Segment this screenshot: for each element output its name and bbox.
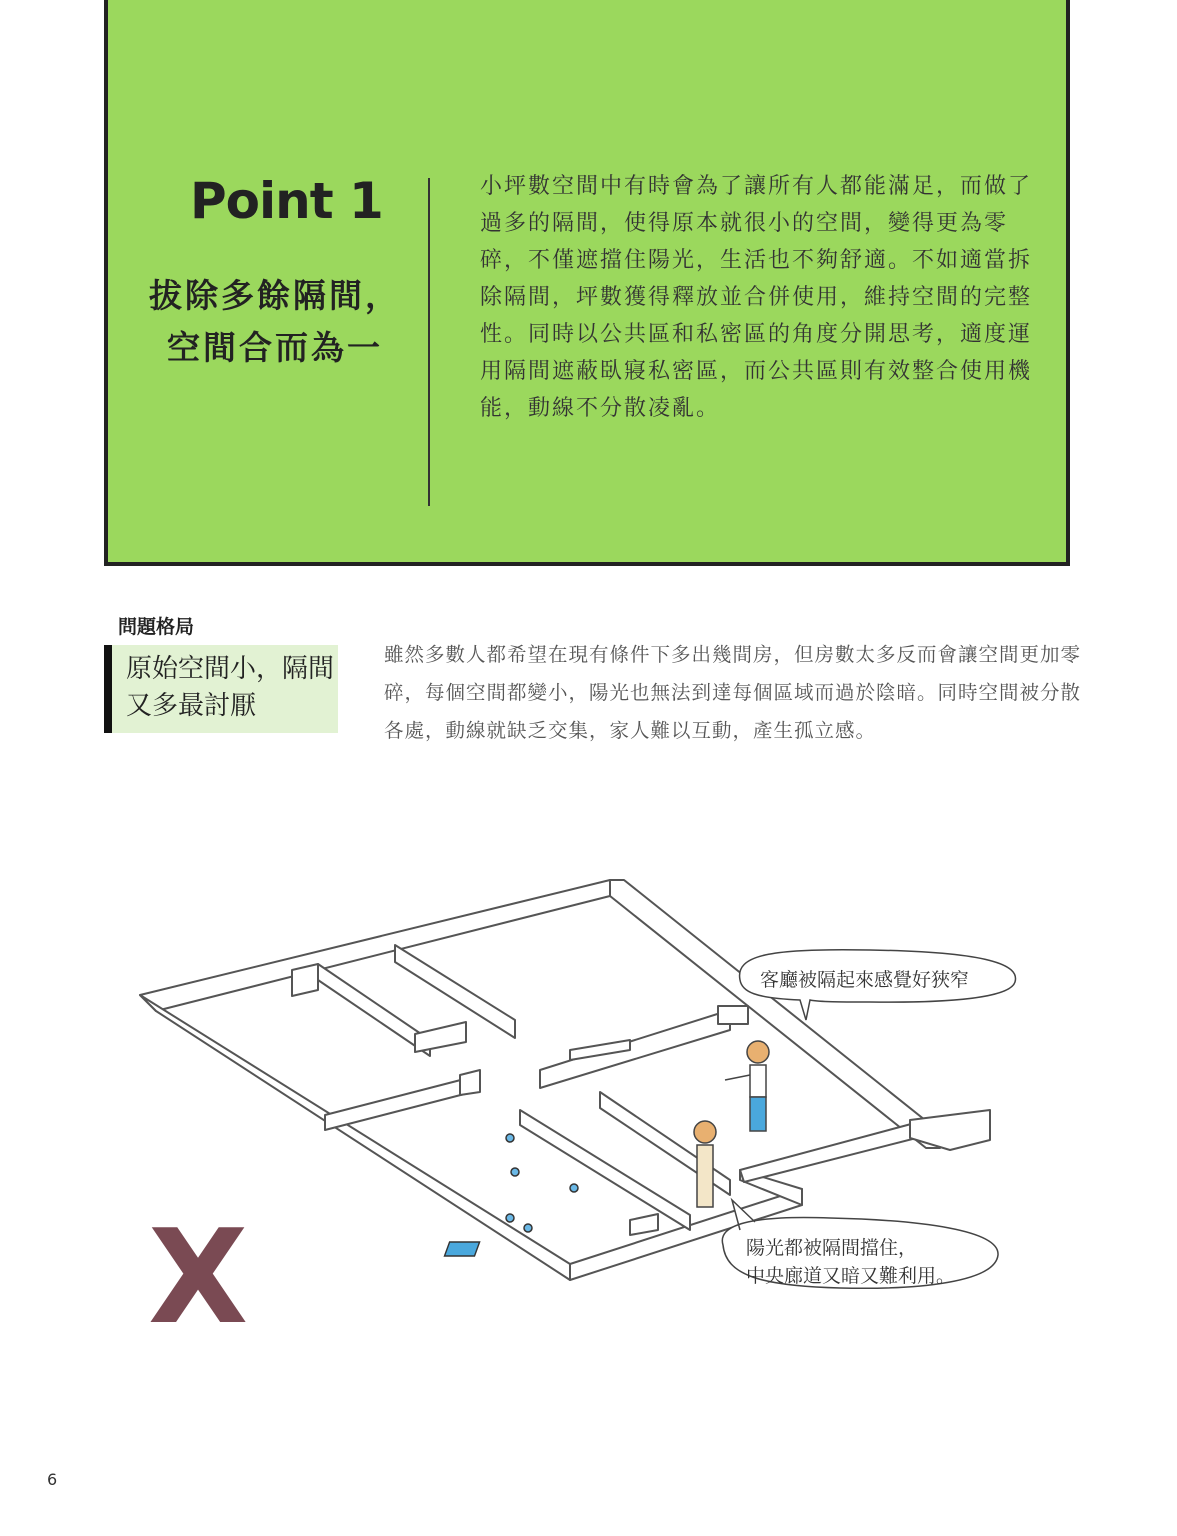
x-mark: X	[148, 1201, 249, 1353]
problem-description: 雖然多數人都希望在現有條件下多出幾間房，但房數太多反而會讓空間更加零碎，每個空間都變小，陽光也無法到達每個區域而過於陰暗。同時空間被分散各處，動線就缺乏交集，家人難以互動，產生孤立感。	[384, 643, 1082, 742]
bubble-bottom-line1: 陽光都被隔間擋住，	[746, 1237, 918, 1259]
bubble-bottom-line2: 中央廊道又暗又難利用。	[746, 1265, 956, 1287]
point-subtitle: 拔除多餘隔間，空間合而為一	[149, 276, 401, 367]
problem-title: 原始空間小，隔間又多最討厭	[126, 654, 335, 721]
section-label: 問題格局	[118, 616, 195, 638]
bubble-top-text: 客廳被隔起來感覺好狹窄	[760, 969, 970, 991]
point-title: Point 1	[190, 172, 383, 230]
floorplan-illustration	[130, 870, 1030, 1330]
problem-title-box	[104, 645, 338, 733]
page-number: 6	[47, 1470, 58, 1489]
vertical-divider	[428, 178, 430, 506]
intro-paragraph: 小坪數空間中有時會為了讓所有人都能滿足，而做了過多的隔間，使得原本就很小的空間，變得更為零碎，不僅遮擋住陽光，生活也不夠舒適。不如適當拆除隔間，坪數獲得釋放並合併使用，維持空間的完整性。同時以公共區和私密區的角度分開思考，適度運用隔間遮蔽臥寢私密區，而公共區則有效整合使用機能，動線不分散凌亂。	[480, 174, 1033, 421]
